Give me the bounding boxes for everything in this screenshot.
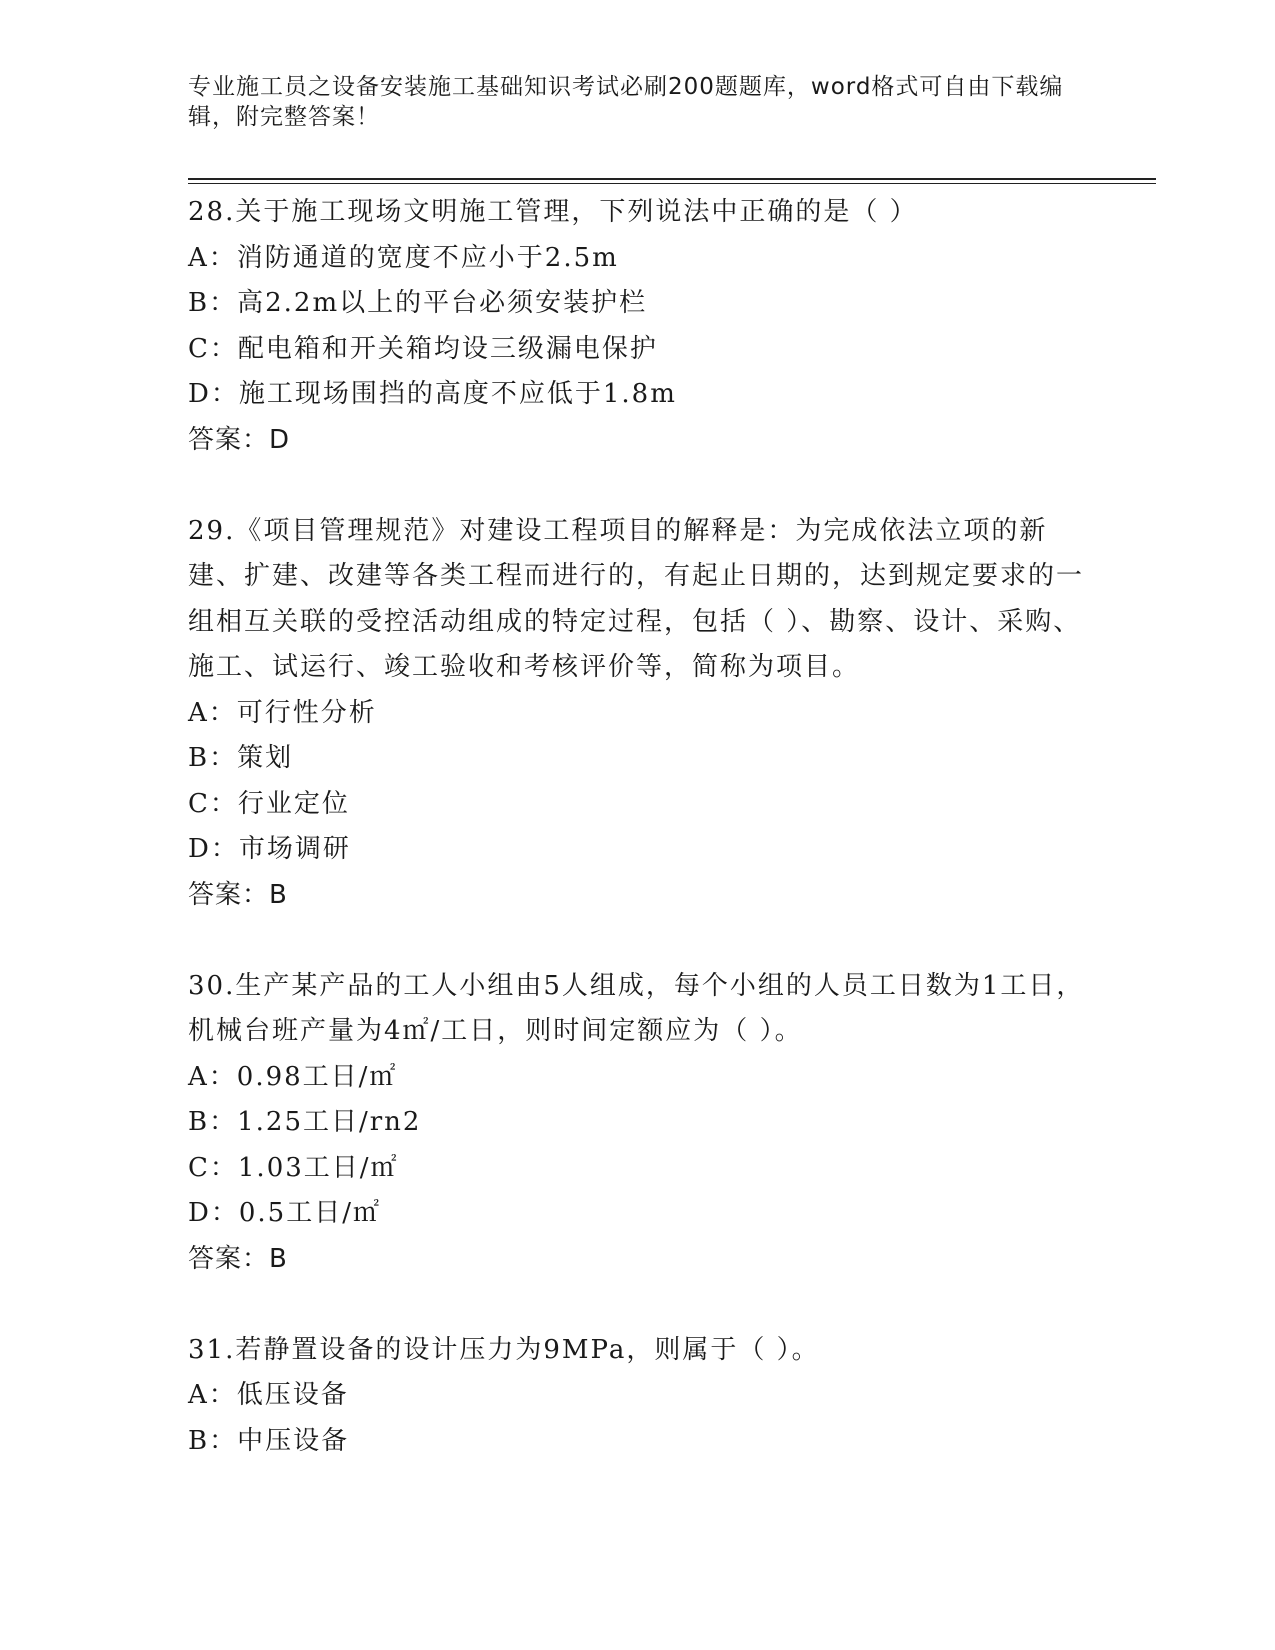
option-d: D：市场调研: [188, 834, 351, 864]
answer: 答案：B: [188, 1243, 288, 1274]
question-text: 31.若静置设备的设计压力为9MPa，则属于（ ）。: [188, 1334, 820, 1365]
option-c: C：行业定位: [188, 788, 350, 819]
option-d: D：0.5工日/㎡: [188, 1198, 381, 1228]
document-header: [188, 72, 1088, 132]
option-b: B：1.25工日/rn2: [188, 1107, 422, 1137]
document-title: 专业施工员之设备安装施工基础知识考试必刷200题题库，word格式可自由下载编辑，附完整答案！: [188, 74, 1064, 130]
answer: 答案：D: [188, 424, 291, 455]
option-a: A：低压设备: [188, 1380, 349, 1410]
header-divider-thin: [188, 183, 1156, 184]
option-a: A：可行性分析: [188, 697, 377, 728]
question-list: [188, 190, 1088, 1510]
option-c: C：1.03工日/㎡: [188, 1152, 399, 1183]
option-b: B：高2.2m以上的平台必须安装护栏: [188, 288, 648, 318]
header-divider: [188, 178, 1156, 180]
answer: 答案：B: [188, 879, 288, 910]
question-31: [188, 1328, 1088, 1465]
question-text: 30.生产某产品的工人小组由5人组成，每个小组的人员工日数为1工日，机械台班产量为4㎡/工日，则时间定额应为（ ）。: [188, 970, 1085, 1046]
question-text: 29.《项目管理规范》对建设工程项目的解释是：为完成依法立项的新建、扩建、改建等各类工程而进行的，有起止日期的，达到规定要求的一组相互关联的受控活动组成的特定过程，包括（ ）、勘察、设计、采购、施工、试运行、竣工验收和考核评价等，简称为项目。: [188, 515, 1085, 682]
option-b: B：策划: [188, 743, 294, 773]
option-b: B：中压设备: [188, 1425, 350, 1456]
option-a: A：0.98工日/㎡: [188, 1061, 398, 1092]
question-28: [188, 190, 1088, 463]
question-29: [188, 509, 1088, 919]
option-c: C：配电箱和开关箱均设三级漏电保护: [188, 333, 658, 364]
option-a: A：消防通道的宽度不应小于2.5m: [188, 242, 619, 273]
option-d: D：施工现场围挡的高度不应低于1.8m: [188, 379, 677, 409]
question-text: 28.关于施工现场文明施工管理，下列说法中正确的是（ ）: [188, 197, 918, 227]
question-30: [188, 964, 1088, 1283]
